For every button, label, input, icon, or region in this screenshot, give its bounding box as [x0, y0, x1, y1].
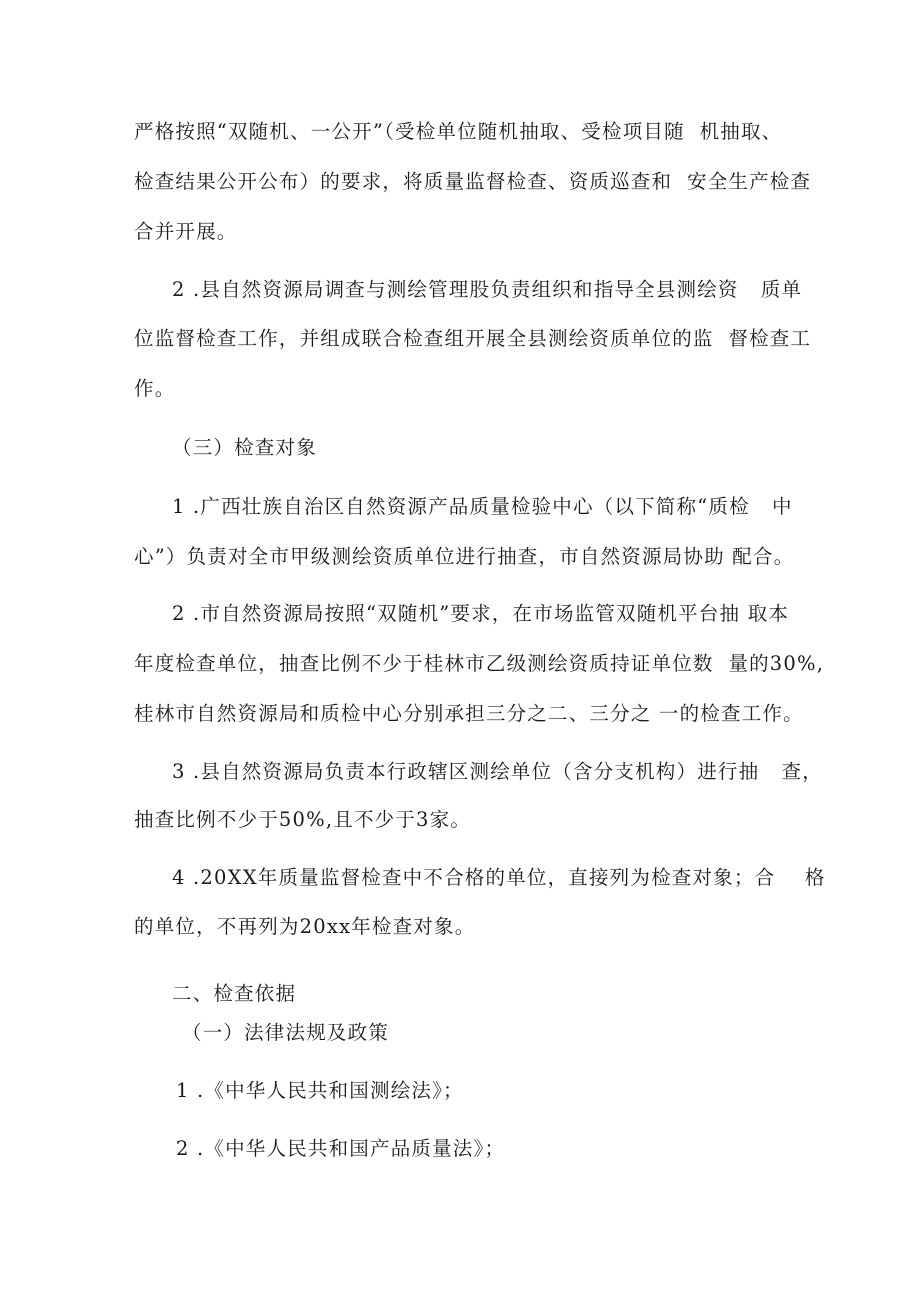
- section-heading: （三）检查对象: [172, 436, 317, 459]
- paragraph-line: 合并开展。: [134, 220, 238, 243]
- paragraph-line: 心”）负责对全市甲级测绘资质单位进行抽查，市自然资源局协助 配合。: [134, 545, 795, 568]
- paragraph-line: 抽查比例不少于50%,且不少于3家。: [134, 808, 472, 831]
- paragraph-line: 3 .县自然资源局负责本行政辖区测绘单位（含分支机构）进行抽 查，: [172, 760, 823, 783]
- paragraph-line: 桂林市自然资源局和质检中心分别承担三分之二、三分之 一的检查工作。: [134, 702, 804, 725]
- paragraph-line: 作。: [134, 377, 176, 400]
- paragraph-line: 位监督检查工作，并组成联合检查组开展全县测绘资质单位的监 督检查工: [134, 327, 812, 350]
- paragraph-line: 的单位，不再列为20xx年检查对象。: [134, 915, 476, 938]
- paragraph-line: 4 .20XX年质量监督检查中不合格的单位，直接列为检查对象；合 格: [172, 866, 826, 889]
- paragraph-line: 严格按照“双随机、一公开”（受检单位随机抽取、受检项目随 机抽取、: [134, 120, 783, 143]
- list-item: 2 .《中华人民共和国产品质量法》；: [176, 1137, 506, 1160]
- chapter-heading: 二、检查依据: [172, 982, 297, 1005]
- section-heading: （一）法律法规及政策: [182, 1021, 390, 1044]
- paragraph-line: 1 .广西壮族自治区自然资源产品质量检验中心（以下简称“质检 中: [172, 495, 793, 518]
- list-item: 1 .《中华人民共和国测绘法》；: [176, 1079, 464, 1102]
- paragraph-line: 2 .市自然资源局按照“双随机”要求，在市场监管双随机平台抽 取本: [172, 602, 790, 625]
- paragraph-line: 年度检查单位，抽查比例不少于桂林市乙级测绘资质持证单位数 量的30%,: [134, 652, 825, 675]
- paragraph-line: 2 .县自然资源局调查与测绘管理股负责组织和指导全县测绘资 质单: [172, 278, 803, 301]
- paragraph-line: 检查结果公开公布）的要求，将质量监督检查、资质巡查和 安全生产检查: [134, 170, 812, 193]
